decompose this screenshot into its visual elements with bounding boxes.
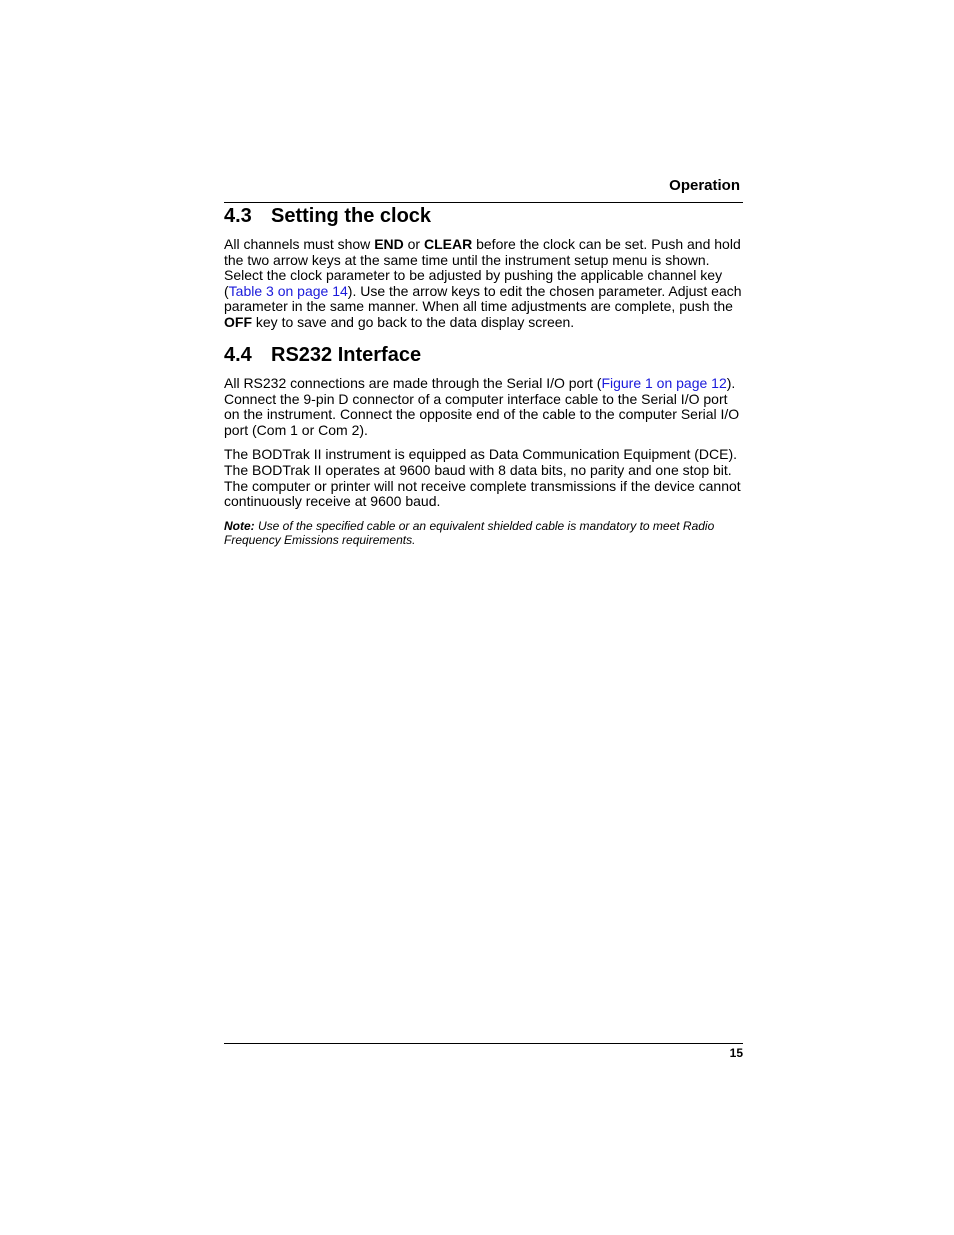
section-title: RS232 Interface: [271, 344, 422, 366]
text-run: key to save and go back to the data display screen.: [252, 313, 575, 330]
cross-reference-link[interactable]: Table 3 on page 14: [228, 282, 348, 299]
text-run: before the clock can be set. Push and hold the two arrow keys at the same time until the instrument setup menu is shown. Select the clock parameter to be adjusted by pushing the applicable channel key (: [224, 236, 741, 299]
key-label-clear: CLEAR: [423, 236, 473, 252]
section-title: Setting the clock: [271, 205, 432, 227]
key-label-off: OFF: [224, 313, 252, 330]
page-number: 15: [729, 1046, 743, 1060]
cross-reference-link[interactable]: Figure 1 on page 12: [601, 375, 727, 391]
note: [224, 519, 743, 547]
paragraph: [224, 376, 743, 438]
paragraph: [224, 237, 743, 331]
section-4-4: [224, 343, 743, 547]
text-run: All RS232 connections are made through the Serial I/O port (: [224, 375, 602, 391]
section-heading: [224, 204, 743, 228]
note-text: Use of the specified cable or an equivalent shielded cable is mandatory to meet Radio Frequency Emissions requirements.: [224, 518, 715, 547]
text-run: or: [403, 236, 424, 252]
section-heading: [224, 343, 743, 367]
running-header: Operation: [669, 177, 740, 194]
note-label: Note:: [224, 518, 255, 533]
section-4-3: [224, 204, 743, 331]
section-number: 4.4: [224, 344, 252, 366]
footer-rule: [224, 1043, 743, 1044]
section-number: 4.3: [224, 205, 252, 227]
key-label-end: END: [374, 236, 404, 252]
text-run: ). Connect the 9-pin D connector of a computer interface cable to the Serial I/O port on the instrument. Connect the opposite end of the cable to the computer Serial I/O port (Com 1 or Com 2).: [224, 375, 740, 438]
paragraph: The BODTrak II instrument is equipped as Data Communication Equipment (DCE). The BODTrak II operates at 9600 baud with 8 data bits, no parity and one stop bit. The computer or printer will not receive complete transmissions if the device cannot continuously receive at 9600 baud.: [224, 446, 741, 510]
text-run: All channels must show: [224, 236, 375, 252]
text-run: ). Use the arrow keys to edit the chosen parameter. Adjust each parameter in the same manner. When all time adjustments are complete, push the: [224, 282, 742, 315]
header-rule: [224, 202, 743, 203]
